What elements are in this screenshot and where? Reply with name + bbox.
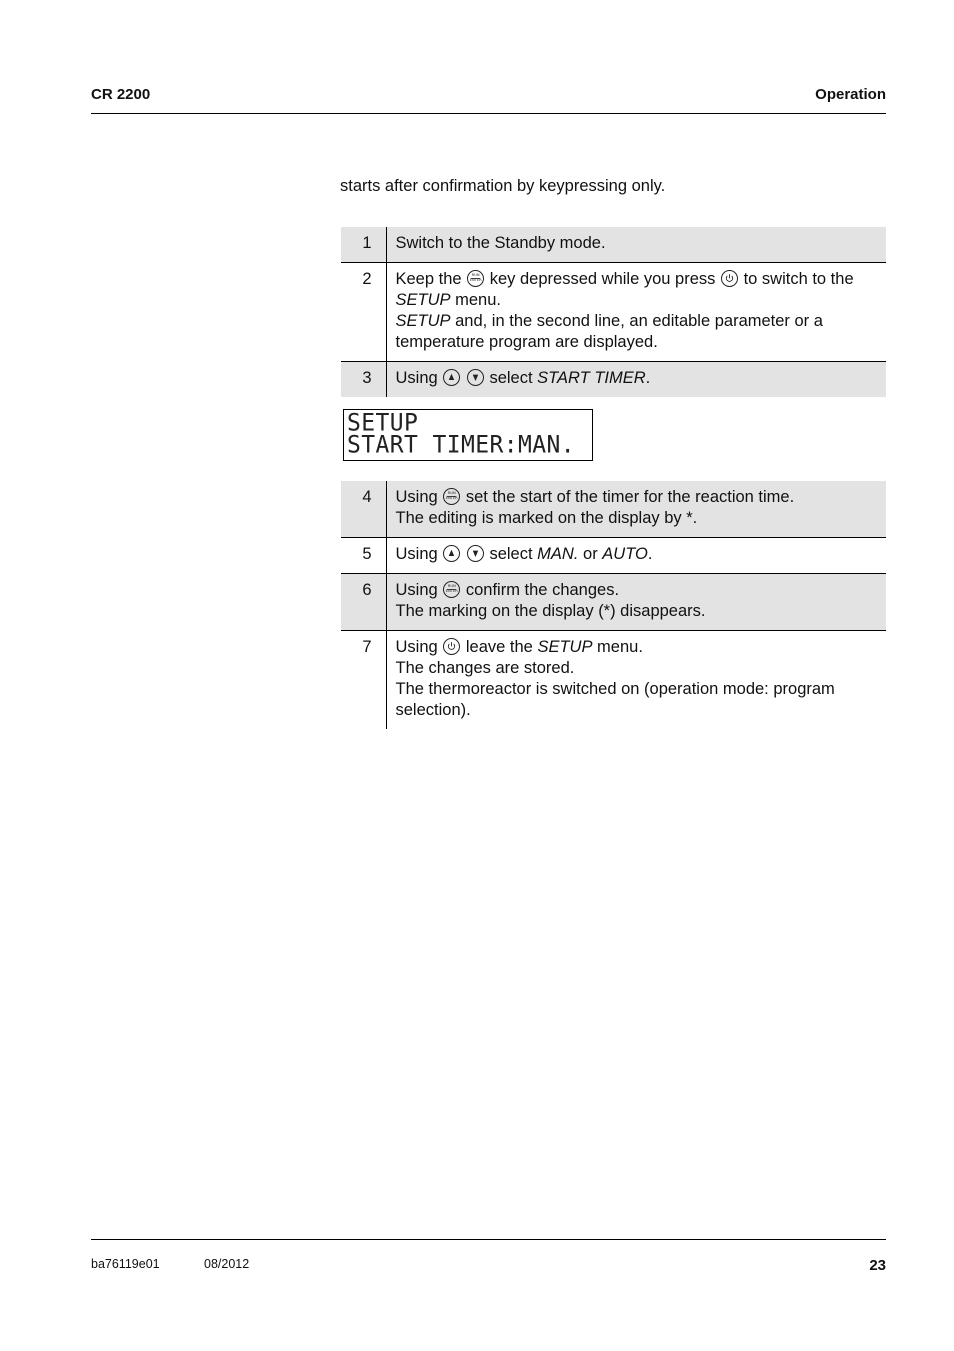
page-number: 23 [869, 1257, 886, 1274]
steps-table-2 [341, 481, 886, 729]
run-enter-key-icon [443, 581, 460, 598]
header-product: CR 2200 [91, 86, 151, 103]
step-number: 3 [341, 362, 386, 398]
power-key-icon [443, 638, 460, 655]
intro-text: starts after confirmation by keypressing only. [340, 177, 666, 195]
step-text [386, 227, 886, 263]
step-7-text-d: menu. [597, 638, 643, 656]
setup-term: SETUP [395, 291, 451, 309]
step-7-text-b: leave the [465, 638, 533, 656]
step-4-text-b: set the start of the timer for the reaction time. [465, 488, 795, 506]
down-arrow-key-icon [467, 545, 484, 562]
step-row [341, 481, 886, 538]
step-number: 7 [341, 631, 386, 730]
footer-date: 08/2012 [204, 1257, 250, 1271]
step-5-text-d: or [583, 545, 598, 563]
step-text [386, 263, 886, 362]
step-3-period: . [645, 369, 651, 387]
step-3-text-a: Using [395, 369, 438, 387]
setup-term: SETUP [537, 638, 593, 656]
step-2-text-a: Keep the [395, 270, 462, 288]
step-4-text-a: Using [395, 488, 438, 506]
step-3-text-b: select [489, 369, 533, 387]
step-2-text-e: menu. [455, 291, 501, 309]
lcd-line-1: SETUP [347, 409, 419, 437]
step-2-text-b: key depressed while you press [489, 270, 716, 288]
step-6-text-a: Using [395, 581, 438, 599]
step-6-text-b: confirm the changes. [465, 581, 620, 599]
lcd-display [343, 409, 593, 461]
step-7-text-a: Using [395, 638, 438, 656]
footer-rule [91, 1239, 886, 1240]
step-number: 1 [341, 227, 386, 263]
footer-doc-id: ba76119e01 [91, 1257, 160, 1271]
step-5-period: . [647, 545, 653, 563]
header-section: Operation [815, 86, 886, 103]
step-4-text-c: The editing is marked on the display by *. [395, 509, 698, 527]
step-text [386, 481, 886, 538]
step-row [341, 263, 886, 362]
step-2-text-g: and, in the second line, an editable parameter or a temperature program are displayed. [395, 312, 823, 351]
step-row [341, 362, 886, 398]
steps-table-1 [341, 227, 886, 397]
step-text [386, 362, 886, 398]
step-7-text-e: The changes are stored. [395, 659, 575, 677]
down-arrow-key-icon [467, 369, 484, 386]
step-7-text-f: The thermoreactor is switched on (operation mode: program selection). [395, 680, 835, 719]
step-number: 2 [341, 263, 386, 362]
step-5-text-a: Using [395, 545, 438, 563]
step-6-text-c: The marking on the display (*) disappears. [395, 602, 706, 620]
step-row [341, 631, 886, 730]
step-row [341, 538, 886, 574]
power-key-icon [721, 270, 738, 287]
step-row [341, 574, 886, 631]
step-5-text-b: select [489, 545, 533, 563]
header-rule [91, 113, 886, 114]
step-text [386, 631, 886, 730]
step-number: 6 [341, 574, 386, 631]
step-1-text: Switch to the Standby mode. [395, 234, 606, 252]
step-row [341, 227, 886, 263]
run-enter-key-icon [443, 488, 460, 505]
run-enter-key-icon [467, 270, 484, 287]
step-number: 4 [341, 481, 386, 538]
step-2-text-c: to switch to the [743, 270, 854, 288]
step-number: 5 [341, 538, 386, 574]
step-text [386, 574, 886, 631]
up-arrow-key-icon [443, 545, 460, 562]
start-timer-term: START TIMER [537, 369, 646, 387]
up-arrow-key-icon [443, 369, 460, 386]
setup-term: SETUP [395, 312, 451, 330]
auto-term: AUTO [602, 545, 648, 563]
lcd-line-2: START TIMER:MAN. [347, 431, 575, 459]
step-text [386, 538, 886, 574]
man-term: MAN. [537, 545, 579, 563]
